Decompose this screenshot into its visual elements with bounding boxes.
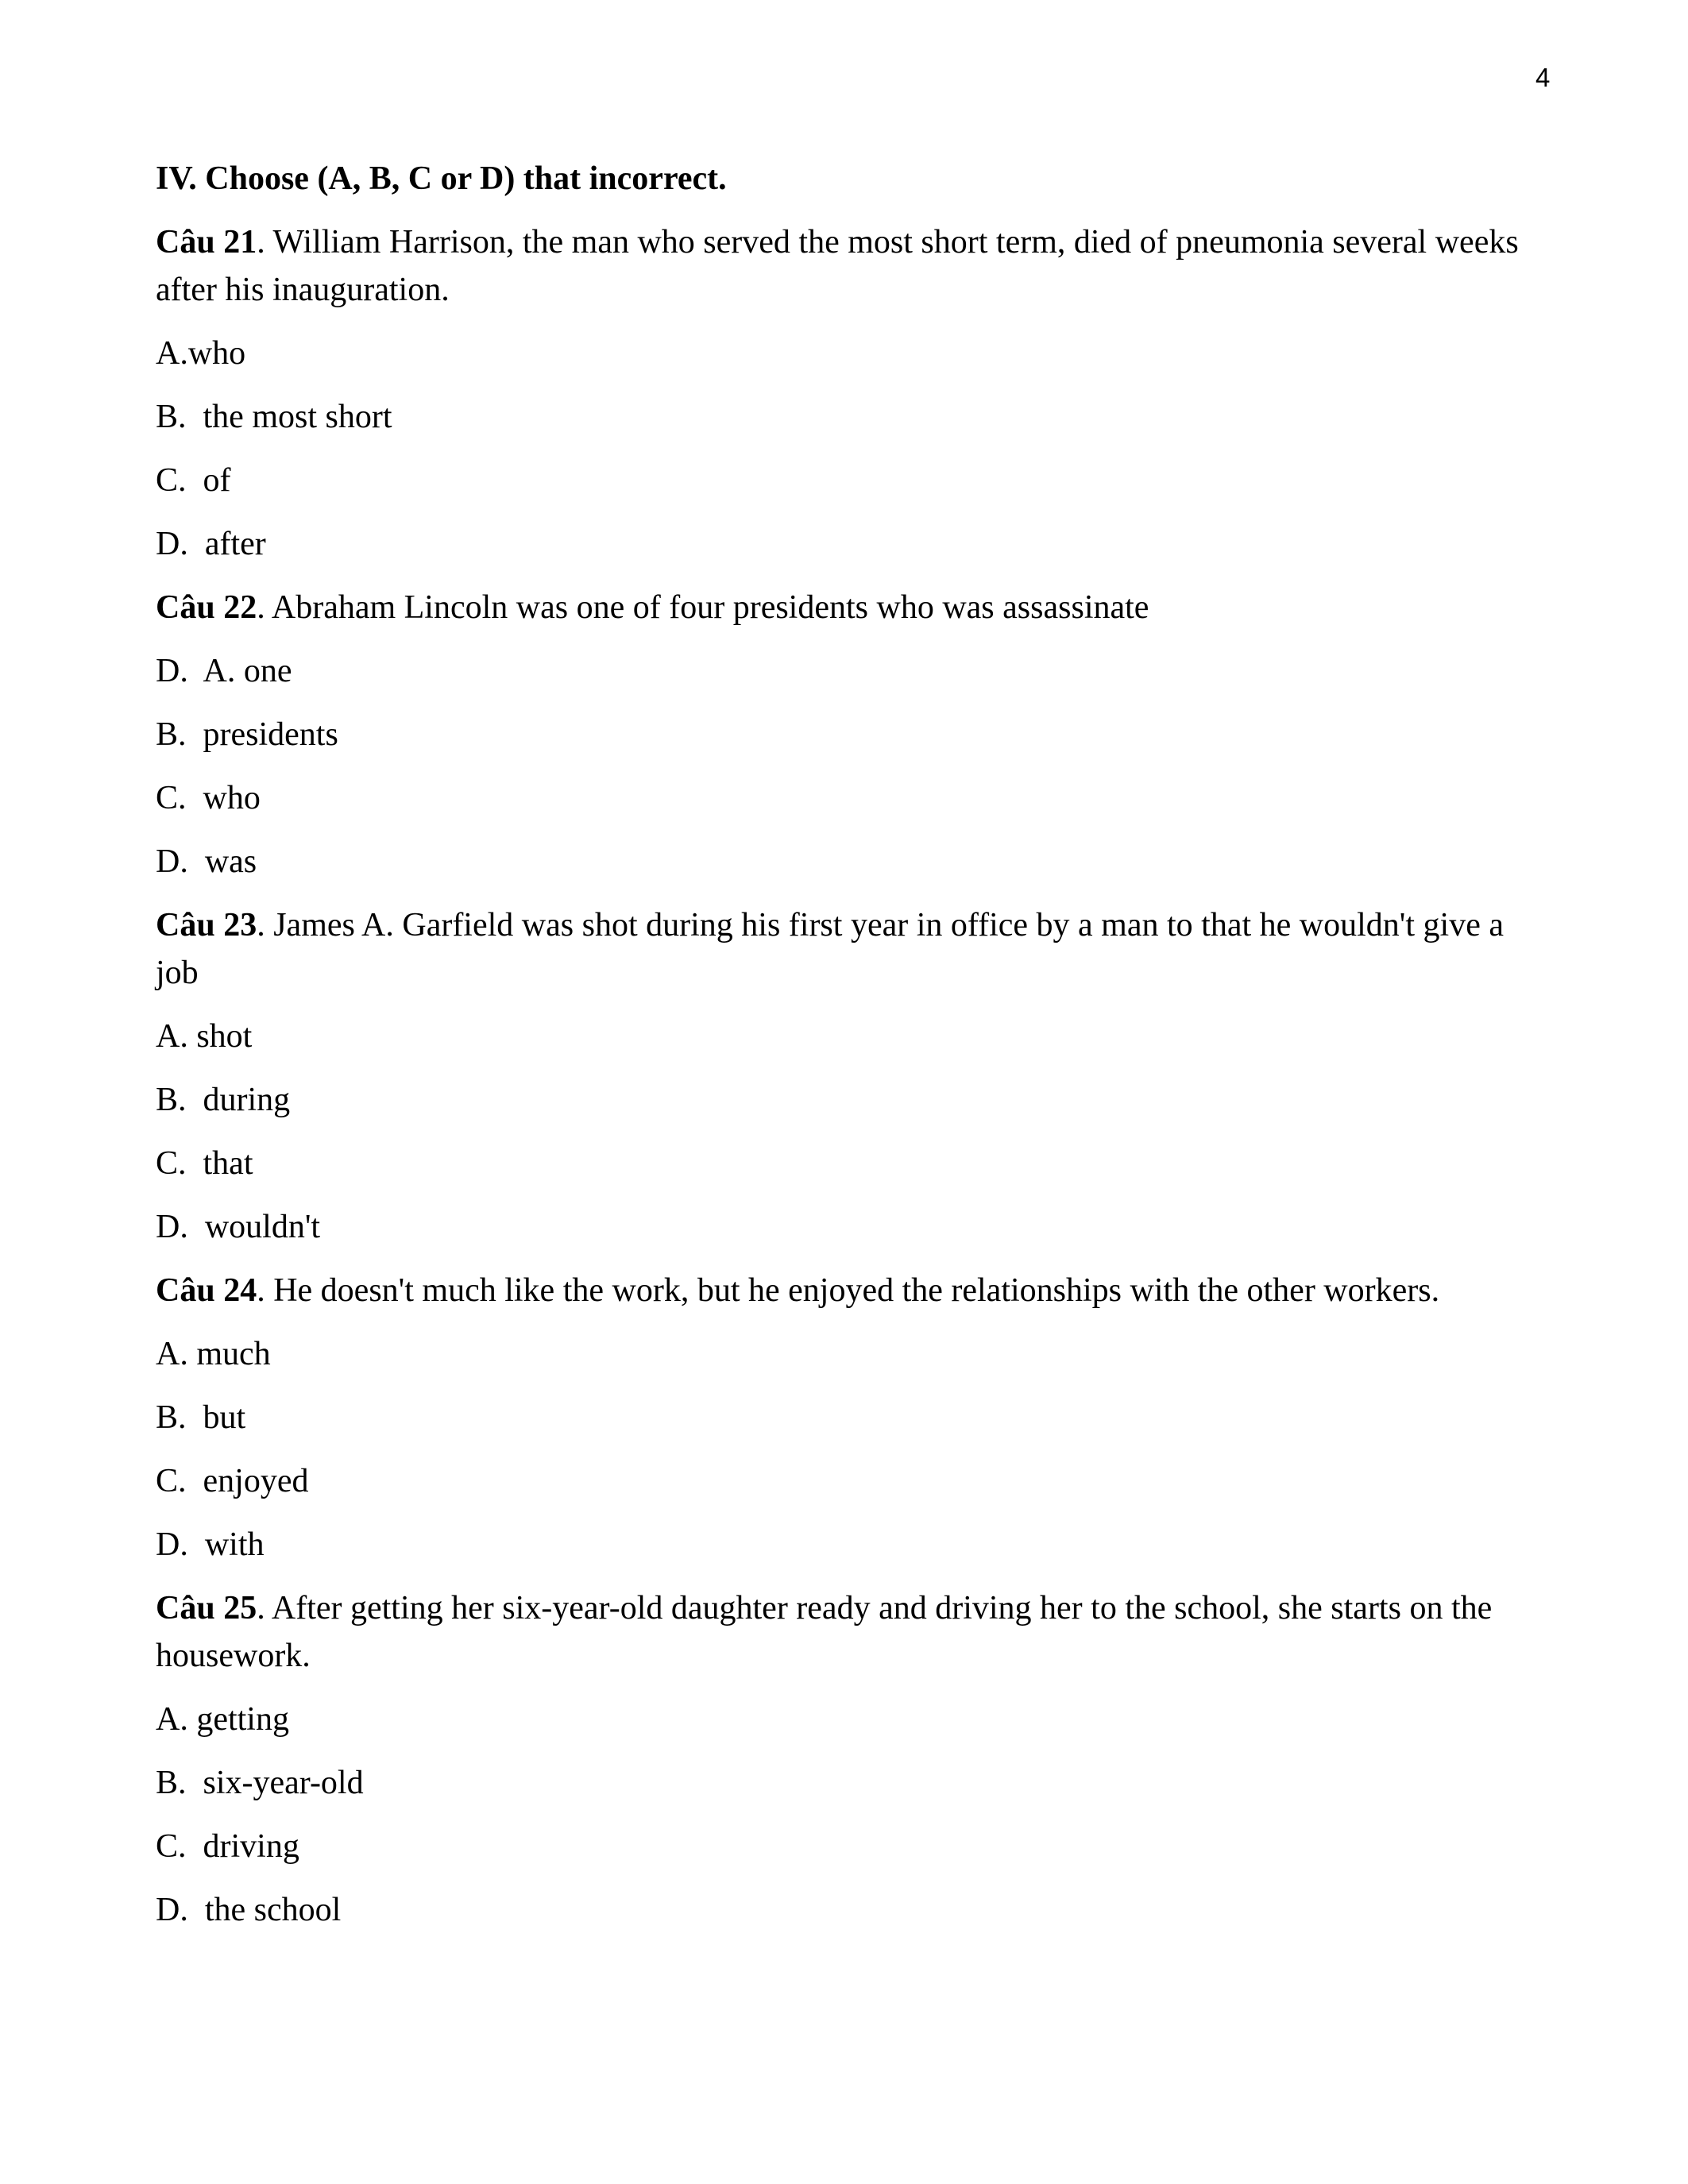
option-d: D. wouldn't — [156, 1209, 321, 1245]
option-c: C. enjoyed — [156, 1463, 309, 1499]
option-c: C. who — [156, 780, 261, 816]
question-22 — [156, 584, 1554, 631]
option-c: C. of — [156, 462, 231, 499]
option-b: B. six-year-old — [156, 1765, 364, 1801]
option-d: D. was — [156, 843, 257, 880]
question-text: . James A. Garfield was shot during his first year in office by a man to that he wouldn't give a job — [156, 907, 1504, 991]
option-d: D. after — [156, 526, 266, 562]
question-label: Câu 23 — [156, 907, 257, 943]
option-b: B. during — [156, 1082, 291, 1118]
option-a: A. getting — [156, 1701, 289, 1738]
question-25 — [156, 1584, 1554, 1680]
option-a: A.who — [156, 335, 246, 372]
question-text: . William Harrison, the man who served the most short term, died of pneumonia several weeks after his inauguration. — [156, 224, 1519, 308]
option-a: A. much — [156, 1336, 271, 1372]
option-d: D. with — [156, 1526, 265, 1563]
question-24 — [156, 1267, 1554, 1314]
section-title: IV. Choose (A, B, C or D) that incorrect. — [156, 160, 727, 197]
document-body — [156, 155, 1554, 1950]
option-c: C. that — [156, 1145, 253, 1182]
question-23 — [156, 901, 1554, 997]
option-c: C. driving — [156, 1828, 299, 1865]
option-d: D. the school — [156, 1892, 342, 1928]
question-text: . After getting her six-year-old daughter ready and driving her to the school, she starts on the housework. — [156, 1590, 1493, 1674]
option-b: B. the most short — [156, 399, 392, 435]
page-number: 4 — [1535, 63, 1551, 92]
question-label: Câu 22 — [156, 589, 257, 626]
option-a: D. A. one — [156, 653, 292, 689]
question-text: . He doesn't much like the work, but he enjoyed the relationships with the other workers. — [257, 1272, 1440, 1309]
option-b: B. presidents — [156, 716, 338, 753]
question-label: Câu 21 — [156, 224, 257, 260]
question-label: Câu 24 — [156, 1272, 257, 1309]
question-label: Câu 25 — [156, 1590, 257, 1626]
question-text: . Abraham Lincoln was one of four presidents who was assassinate — [257, 589, 1149, 626]
option-a: A. shot — [156, 1018, 253, 1055]
question-21 — [156, 218, 1554, 314]
option-b: B. but — [156, 1399, 246, 1436]
